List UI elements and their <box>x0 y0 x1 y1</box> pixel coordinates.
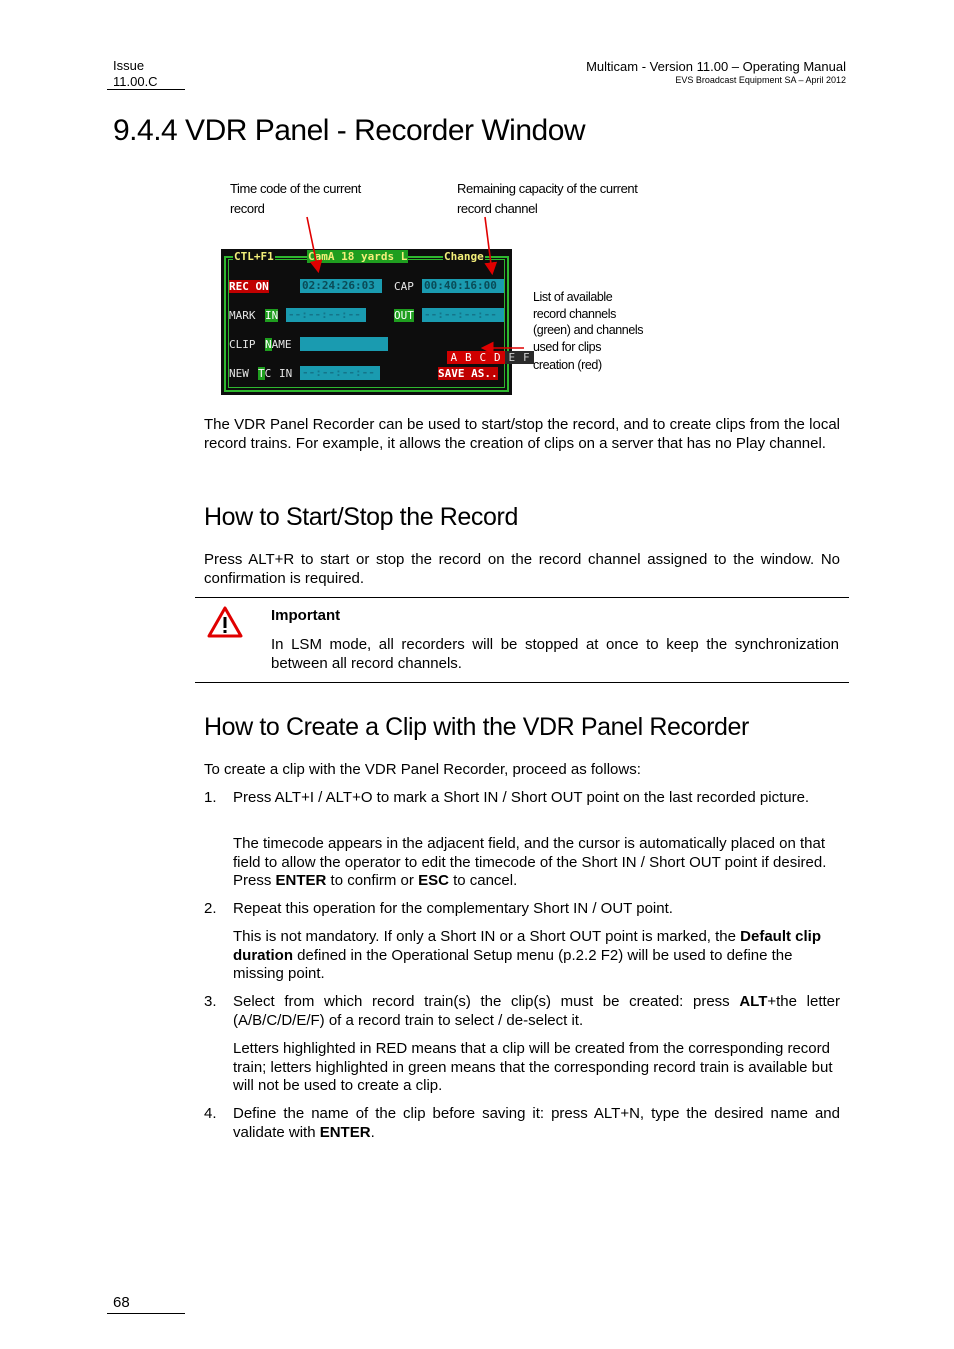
publisher: EVS Broadcast Equipment SA – April 2012 <box>675 75 846 85</box>
callout-capacity: Remaining capacity of the current record channel <box>457 181 638 216</box>
start-stop-paragraph: Press ALT+R to start or stop the record on the record channel assigned to the window. No confirmation is required. <box>204 551 840 587</box>
create-clip-intro: To create a clip with the VDR Panel Recorder, proceed as follows: <box>204 761 641 778</box>
step-3-detail: Letters highlighted in RED means that a clip will be created from the corresponding record train; letters highlighted in green means that the corresponding record train is available but will not be used to create a clip. <box>233 1040 833 1094</box>
in-timecode-field[interactable]: --:--:--:-- <box>286 308 366 322</box>
important-body: In LSM mode, all recorders will be stopped at once to keep the synchronization between all record channels. <box>271 636 839 672</box>
callout-arrows <box>0 0 954 420</box>
important-top-rule <box>195 597 849 598</box>
tc-label: TC <box>258 367 272 380</box>
step-4-number: 4. <box>204 1105 217 1122</box>
heading-start-stop: How to Start/Stop the Record <box>204 503 518 531</box>
rec-on-label: REC ON <box>229 280 269 293</box>
footer-rule <box>107 1313 185 1314</box>
out-timecode-field[interactable]: --:--:--:-- <box>422 308 504 322</box>
tcin-label: IN <box>279 367 293 380</box>
callout-channels: List of available record channels (green) and channels used for clips creation (red) <box>533 290 644 372</box>
train-c[interactable]: C <box>476 351 491 364</box>
train-d[interactable]: D <box>490 351 505 364</box>
screen-title-change: Change <box>444 250 484 263</box>
step-4-text: Define the name of the clip before saving it: press ALT+N, type the desired name and validate with ENTER. <box>233 1105 840 1141</box>
in-label: IN <box>265 309 279 322</box>
page-number: 68 <box>113 1294 130 1311</box>
out-label: OUT <box>394 309 414 322</box>
screen-title-camera: CamA 18 yards L <box>308 250 408 263</box>
section-title: 9.4.4 VDR Panel - Recorder Window <box>113 114 586 147</box>
warning-icon <box>206 605 244 639</box>
arrow-timecode <box>307 217 318 270</box>
name-label-rest: AME <box>271 338 292 351</box>
step-3-text: Select from which record train(s) the clip(s) must be created: press ALT+the letter (A/B/C/D/E/F) of a record train to select / de-select it. <box>233 993 840 1029</box>
cap-value-field: 00:40:16:00 <box>422 279 504 293</box>
train-e[interactable]: E <box>505 351 520 364</box>
step-2-detail: This is not mandatory. If only a Short IN or a Short OUT point is marked, the Default clip duration defined in the Operational Setup menu (p.2.2 F2) will be used to define the missing point. <box>233 928 822 982</box>
step-1-number: 1. <box>204 789 217 806</box>
step-1-detail: The timecode appears in the adjacent field, and the cursor is automatically placed on that field to allow the operator to edit the timecode of the Short IN / Short OUT point if desired. Press ENTER to confirm or ESC to cancel. <box>233 835 827 889</box>
step-3-number: 3. <box>204 993 217 1010</box>
important-bottom-rule <box>195 682 849 683</box>
intro-paragraph: The VDR Panel Recorder can be used to start/stop the record, and to create clips from the local record trains. For example, it allows the creation of clips on a server that has no Play channel. <box>204 416 840 452</box>
heading-create-clip: How to Create a Clip with the VDR Panel Recorder <box>204 713 749 741</box>
screen-title-shortcut: CTL+F1 <box>234 250 274 263</box>
train-a[interactable]: A <box>447 351 462 364</box>
issue-value: 11.00.C <box>113 74 158 89</box>
train-f[interactable]: F <box>519 351 534 364</box>
manual-title: Multicam - Version 11.00 – Operating Manual <box>586 59 846 74</box>
rec-timecode-field: 02:24:26:03 <box>300 279 382 293</box>
save-as-button[interactable]: SAVE AS.. <box>438 367 498 380</box>
new-tc-in-field[interactable]: --:--:--:-- <box>300 366 380 380</box>
important-title: Important <box>271 607 341 624</box>
arrow-capacity <box>485 217 492 272</box>
new-label: NEW <box>229 367 249 380</box>
callout-timecode: Time code of the current record <box>230 181 361 216</box>
cap-label: CAP <box>394 280 414 293</box>
step-2-number: 2. <box>204 900 217 917</box>
issue-label: Issue <box>113 58 145 73</box>
train-b[interactable]: B <box>461 351 476 364</box>
name-label: NAME <box>265 338 292 351</box>
clip-label: CLIP <box>229 338 256 351</box>
step-1-text: Press ALT+I / ALT+O to mark a Short IN / Short OUT point on the last recorded picture. <box>233 789 810 806</box>
mark-label: MARK <box>229 309 256 322</box>
step-2-text: Repeat this operation for the complementary Short IN / OUT point. <box>233 900 673 917</box>
